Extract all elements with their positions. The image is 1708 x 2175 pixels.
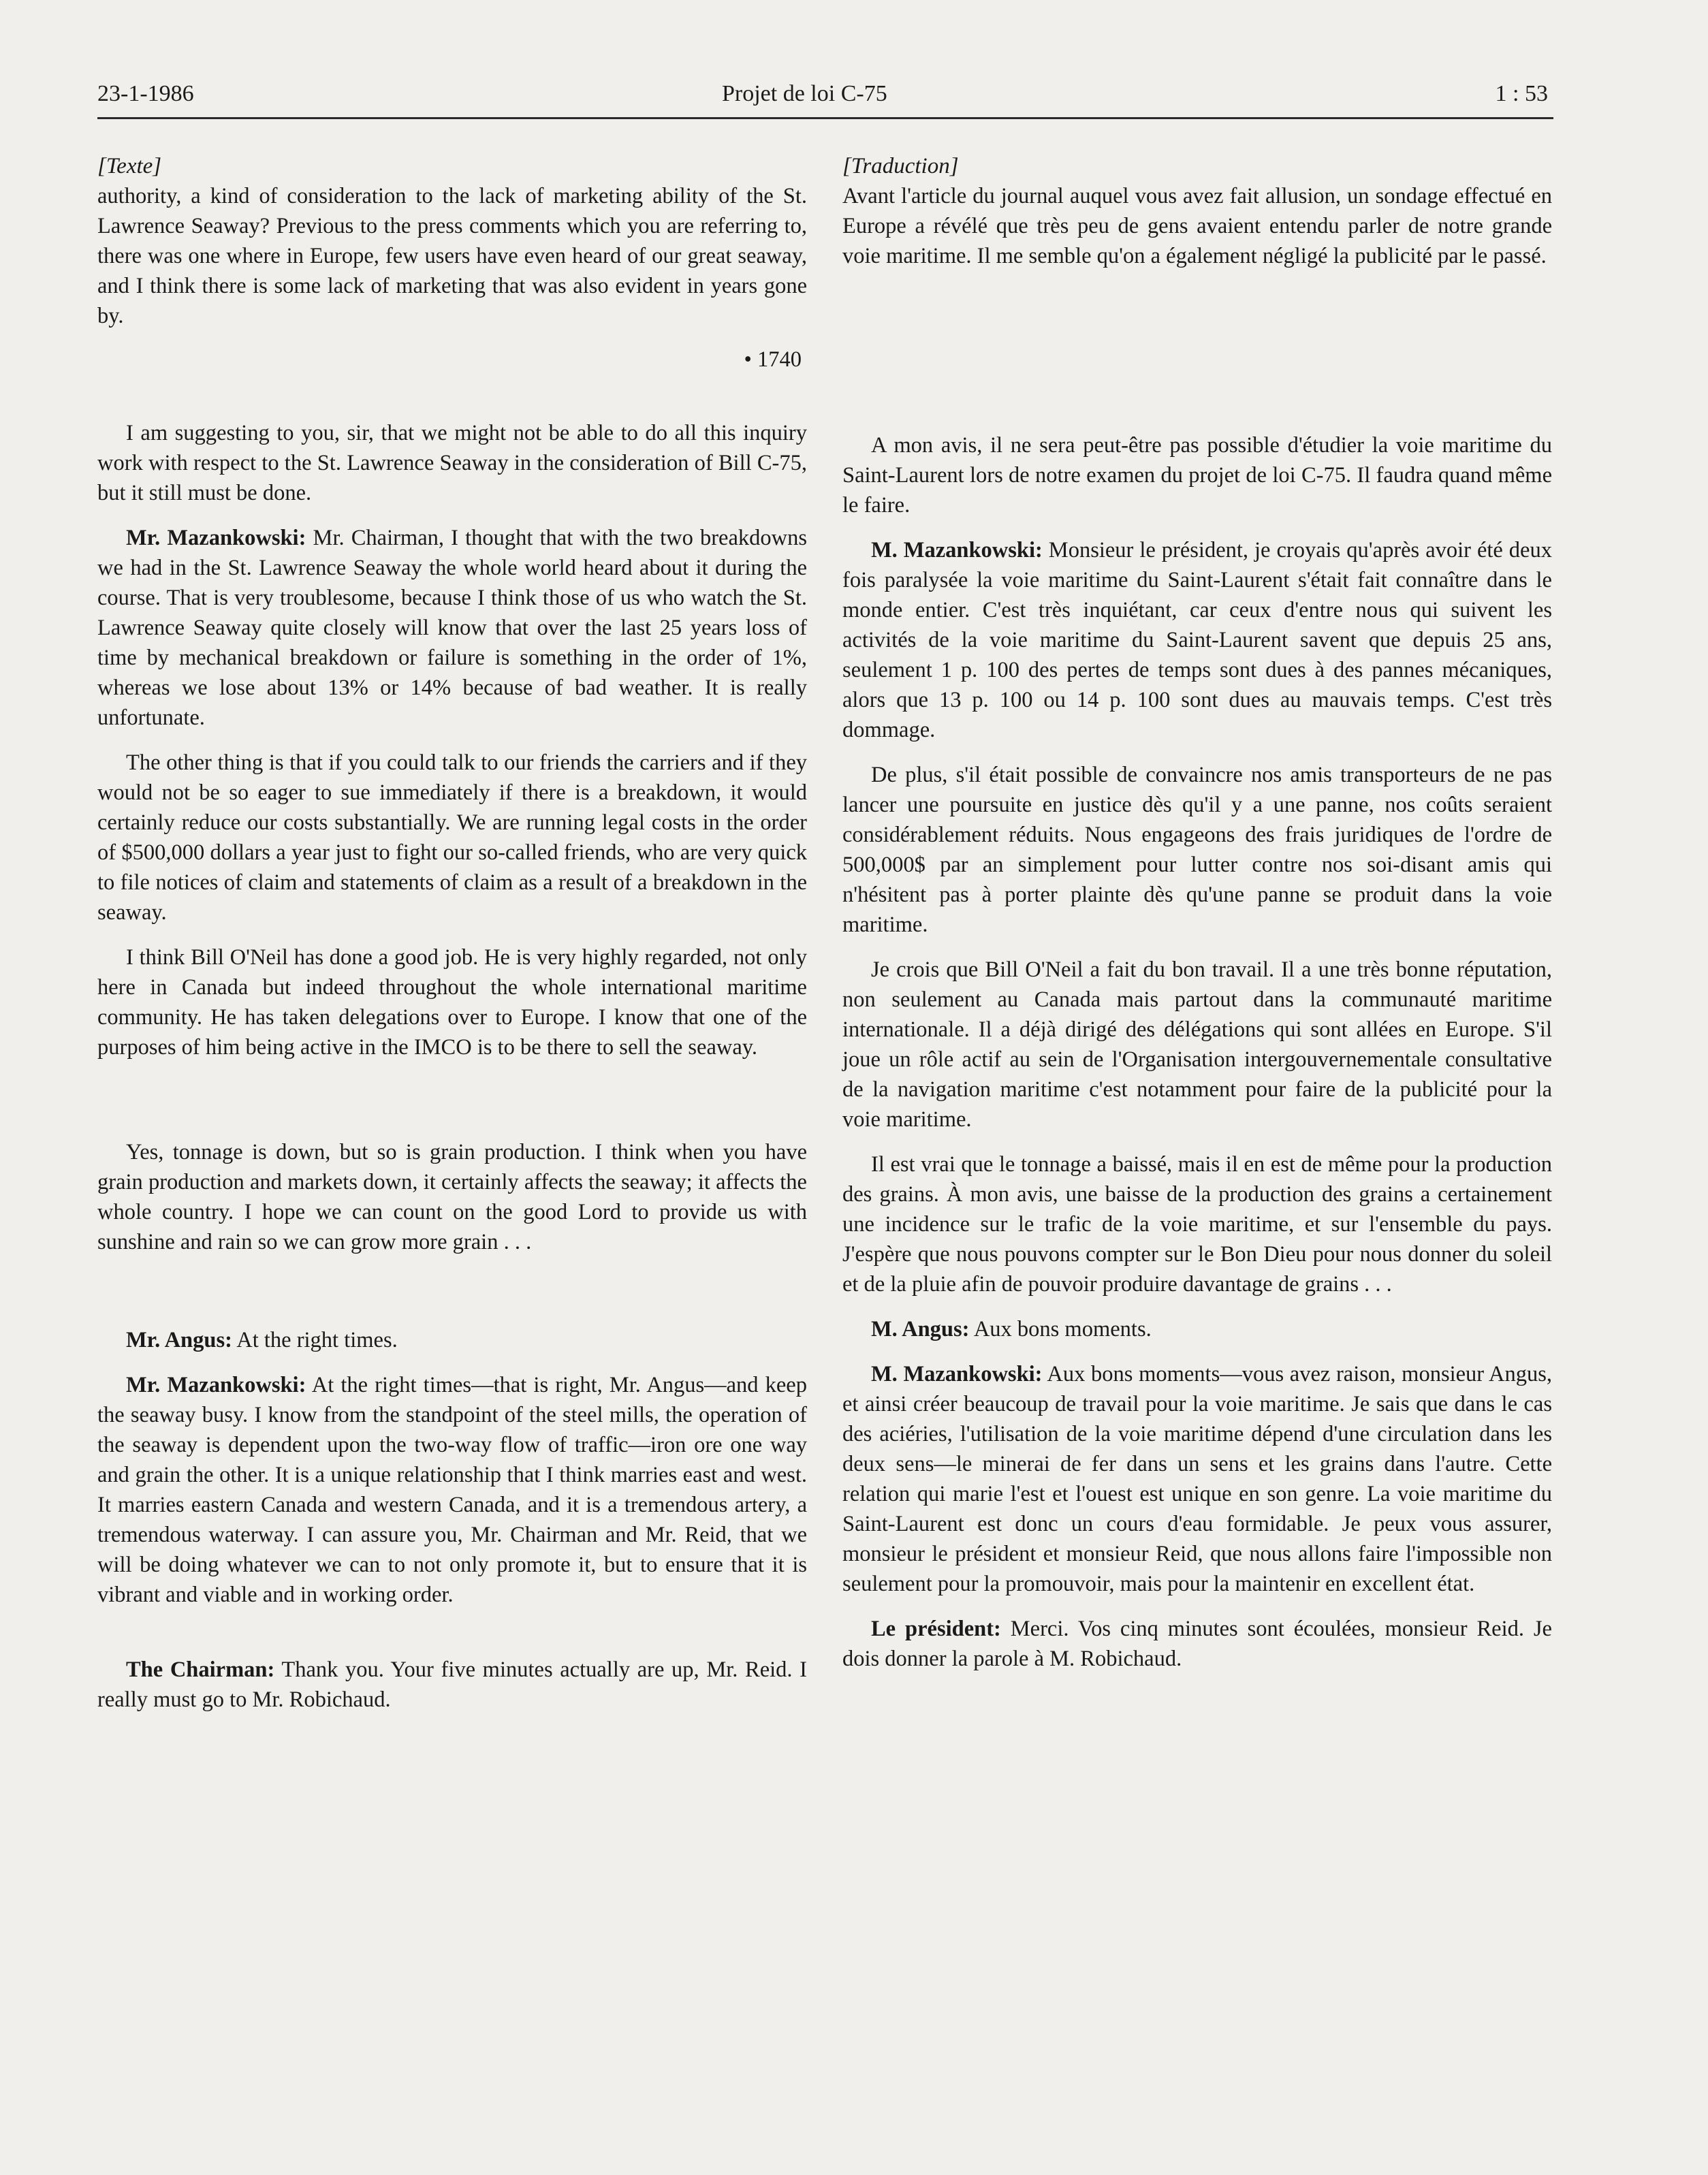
speaker-name: Mr. Mazankowski: [126,526,306,550]
paragraph: Je crois que Bill O'Neil a fait du bon travail. Il a une très bonne réputation, non seulement au Canada mais partout dans la communauté maritime internationale. Il a déjà dirigé des délégations qui sont allées en Europe. S'il joue un rôle actif au sein de l'Organisation intergouvernementale consultative de la navigation maritime c'est notamment pour faire de la publicité pour la voie maritime. [842,957,1552,1132]
speaker-name: Le président: [871,1617,1001,1641]
header-title: Projet de loi C-75 [722,81,887,106]
speech-text: Mr. Chairman, I thought that with the two breakdowns we had in the St. Lawrence Seaway the whole world heard about it during the course. That is very troublesome, because I think those of us who watch the St. Lawrence Seaway quite closely will know that over the last 25 years loss of time by mechanical breakdown or failure is something in the order of 1%, whereas we lose about 13% or 14% because of bad weather. It is really unfortunate. [97,526,807,730]
texte-label: [Texte] [97,154,162,178]
speech-text: Merci. Vos cinq minutes sont écoulées, monsieur Reid. Je dois donner la parole à M. Robichaud. [842,1617,1552,1671]
french-column [842,151,1552,1674]
speaker-name: Mr. Mazankowski: [126,1373,306,1397]
timestamp: • 1740 [744,347,802,372]
paragraph [97,1325,807,1355]
paragraph: A mon avis, il ne sera peut-être pas possible d'étudier la voie maritime du Saint-Laurent lors de notre examen du projet de loi C-75. Il faudra quand même le faire. [842,433,1552,518]
header-date: 23-1-1986 [97,81,194,106]
speech-text: At the right times. [232,1328,398,1352]
speech-text: At the right times—that is right, Mr. Angus—and keep the seaway busy. I know from the standpoint of the steel mills, the operation of the seaway is dependent upon the two-way flow of traffic—iron ore one way and grain the other. It is a unique relationship that I think marries east and west. It marries eastern Canada and western Canada, and it is a tremendous artery, a tremendous waterway. I can assure you, Mr. Chairman and Mr. Reid, that we will be doing whatever we can to not only promote it, but to ensure that it is vibrant and viable and in working order. [97,1373,807,1607]
paragraph [842,1359,1552,1599]
speaker-name: Mr. Angus: [126,1328,232,1352]
speech-text: Aux bons moments—vous avez raison, monsieur Angus, et ainsi créer beaucoup de travail pour la voie maritime. Je sais que dans le cas des aciéries, l'utilisation de la voie maritime dépend d'une circulation dans les deux sens—le minerai de fer dans un sens et les grains dans l'autre. Cette relation qui marie l'est et l'ouest est unique en son genre. La voie maritime du Saint-Laurent est donc un cours d'eau formidable. Je peux vous assurer, monsieur le président et monsieur Reid, que nous allons faire l'impossible non seulement pour la promouvoir, mais pour la maintenir en excellent état. [842,1362,1552,1596]
paragraph [97,1370,807,1610]
header-page-number: 1 : 53 [1495,81,1548,106]
paragraph [842,1614,1552,1674]
speaker-name: M. Mazankowski: [871,1362,1043,1386]
paragraph [842,535,1552,745]
paragraph: I am suggesting to you, sir, that we might not be able to do all this inquiry work with respect to the St. Lawrence Seaway in the consideration of Bill C-75, but it still must be done. [97,421,807,505]
speaker-name: M. Angus: [871,1317,970,1341]
paragraph: I think Bill O'Neil has done a good job. He is very highly regarded, not only here in Canada but indeed throughout the whole international maritime community. He has taken delegations over to Europe. I know that one of the purposes of him being active in the IMCO is to be there to sell the seaway. [97,945,807,1060]
speaker-name: The Chairman: [126,1657,275,1682]
paragraph [842,1314,1552,1344]
speaker-name: M. Mazankowski: [871,538,1043,562]
page-header [97,75,1553,119]
paragraph: Yes, tonnage is down, but so is grain production. I think when you have grain production and markets down, it certainly affects the seaway; it affects the whole country. I hope we can count on the good Lord to provide us with sunshine and rain so we can grow more grain . . . [97,1140,807,1254]
paragraph [97,523,807,733]
paragraph: Avant l'article du journal auquel vous avez fait allusion, un sondage effectué en Europe a révélé que très peu de gens avaient entendu parler de notre grande voie maritime. Il me semble qu'on a également négligé la publicité par le passé. [842,184,1552,268]
paragraph: De plus, s'il était possible de convaincre nos amis transporteurs de ne pas lancer une poursuite en justice dès qu'il y a une panne, nos coûts seraient considérablement réduits. Nous engageons des frais juridiques de l'ordre de 500,000$ par an simplement pour lutter contre nos soi-disant amis qui n'hésitent pas à porter plainte dès qu'une panne se produit dans la voie maritime. [842,763,1552,937]
paragraph: authority, a kind of consideration to the lack of marketing ability of the St. Lawrence Seaway? Previous to the press comments which you are referring to, there was one where in Europe, few users have even heard of our great seaway, and I think there is some lack of marketing that was also evident in years gone by. [97,184,807,328]
speech-text: Thank you. Your five minutes actually are up, Mr. Reid. I really must go to Mr. Robichaud. [97,1657,807,1712]
paragraph: Il est vrai que le tonnage a baissé, mais il en est de même pour la production des grains. À mon avis, une baisse de la production des grains a certainement une incidence sur le trafic de la voie maritime, et sur l'ensemble du pays. J'espère que nous pouvons compter sur le Bon Dieu pour nous donner du soleil et de la pluie afin de pouvoir produire davantage de grains . . . [842,1152,1552,1297]
english-column [97,151,807,1715]
paragraph [97,1655,807,1715]
paragraph: The other thing is that if you could talk to our friends the carriers and if they would not be so eager to sue immediately if there is a breakdown, it would certainly reduce our costs substantially. We are running legal costs in the order of $500,000 dollars a year just to fight our so-called friends, who are very quick to file notices of claim and statements of claim as a result of a breakdown in the seaway. [97,750,807,925]
traduction-label: [Traduction] [842,154,959,178]
speech-text: Monsieur le président, je croyais qu'après avoir été deux fois paralysée la voie maritime du Saint-Laurent s'était fait connaître dans le monde entier. C'est très inquiétant, car ceux d'entre nous qui suivent les activités de la voie maritime du Saint-Laurent savent que depuis 25 ans, seulement 1 p. 100 des pertes de temps sont dues à des pannes mécaniques, alors que 13 p. 100 ou 14 p. 100 sont dues au mauvais temps. C'est très dommage. [842,538,1552,742]
speech-text: Aux bons moments. [969,1317,1152,1341]
